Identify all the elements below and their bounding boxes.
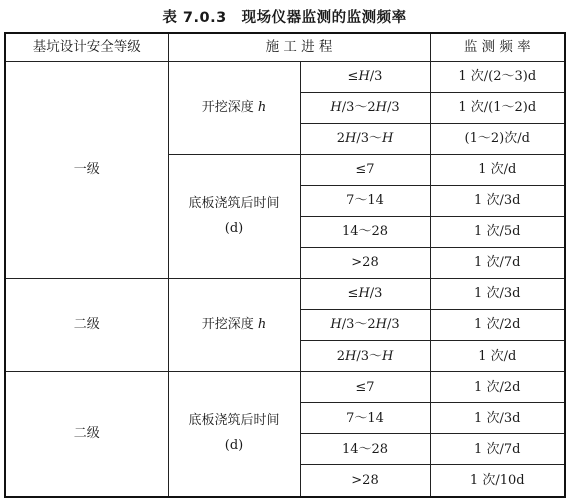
condition-cell: >28 xyxy=(300,465,430,497)
condition-cell: 7～14 xyxy=(300,186,430,217)
grade-cell: 二级 xyxy=(5,279,168,372)
condition-cell: 14～28 xyxy=(300,434,430,465)
variable-h: H xyxy=(381,348,394,364)
frequency-cell: 1 次/10d xyxy=(430,465,565,497)
variable-h: H xyxy=(358,69,370,85)
header-frequency: 监 测 频 率 xyxy=(430,33,565,62)
variable-h: H xyxy=(330,100,342,116)
phase-cell: 底板浇筑后时间 (d) xyxy=(168,372,300,497)
frequency-cell: 1 次/5d xyxy=(430,217,565,248)
condition-cell: 14～28 xyxy=(300,217,430,248)
variable-h: H xyxy=(330,317,342,333)
frequency-cell: 1 次/7d xyxy=(430,434,565,465)
grade-cell: 一级 xyxy=(5,62,168,279)
variable-h: H xyxy=(375,100,387,116)
variable-h: H xyxy=(381,131,394,147)
frequency-cell: 1 次/7d xyxy=(430,248,565,279)
header-row xyxy=(5,33,565,62)
variable-h: H xyxy=(344,131,357,147)
frequency-cell: 1 次/(1～2)d xyxy=(430,93,565,124)
frequency-cell: 1 次/d xyxy=(430,155,565,186)
frequency-cell: 1 次/2d xyxy=(430,310,565,341)
header-grade: 基坑设计安全等级 xyxy=(5,33,168,62)
condition-cell: 2H/3～H xyxy=(300,341,430,372)
grade-cell: 二级 xyxy=(5,372,168,497)
condition-cell: >28 xyxy=(300,248,430,279)
condition-cell: ≤H/3 xyxy=(300,279,430,310)
condition-cell: ≤7 xyxy=(300,155,430,186)
frequency-cell: 1 次/d xyxy=(430,341,565,372)
frequency-cell: 1 次/(2～3)d xyxy=(430,62,565,93)
table-row xyxy=(5,279,565,310)
frequency-cell: 1 次/3d xyxy=(430,186,565,217)
variable-h: h xyxy=(257,99,267,115)
condition-cell: H/3～2H/3 xyxy=(300,93,430,124)
frequency-cell: 1 次/3d xyxy=(430,279,565,310)
table-caption: 表 7.0.3 现场仪器监测的监测频率 xyxy=(162,10,407,26)
condition-cell: ≤H/3 xyxy=(300,62,430,93)
frequency-cell: 1 次/3d xyxy=(430,403,565,434)
phase-cell: 开挖深度 h xyxy=(168,62,300,155)
variable-h: h xyxy=(257,316,267,332)
phase-cell: 开挖深度 h xyxy=(168,279,300,372)
variable-h: H xyxy=(375,317,387,333)
header-progress: 施 工 进 程 xyxy=(168,33,430,62)
variable-h: H xyxy=(358,286,370,302)
table-body xyxy=(5,62,565,498)
phase-cell: 底板浇筑后时间 (d) xyxy=(168,155,300,279)
condition-cell: 7～14 xyxy=(300,403,430,434)
table-row xyxy=(5,62,565,93)
condition-cell: 2H/3～H xyxy=(300,124,430,155)
table-row xyxy=(5,372,565,403)
frequency-cell: 1 次/2d xyxy=(430,372,565,403)
monitoring-frequency-table xyxy=(4,32,566,498)
frequency-cell: (1～2)次/d xyxy=(430,124,565,155)
condition-cell: ≤7 xyxy=(300,372,430,403)
condition-cell: H/3～2H/3 xyxy=(300,310,430,341)
variable-h: H xyxy=(344,348,357,364)
